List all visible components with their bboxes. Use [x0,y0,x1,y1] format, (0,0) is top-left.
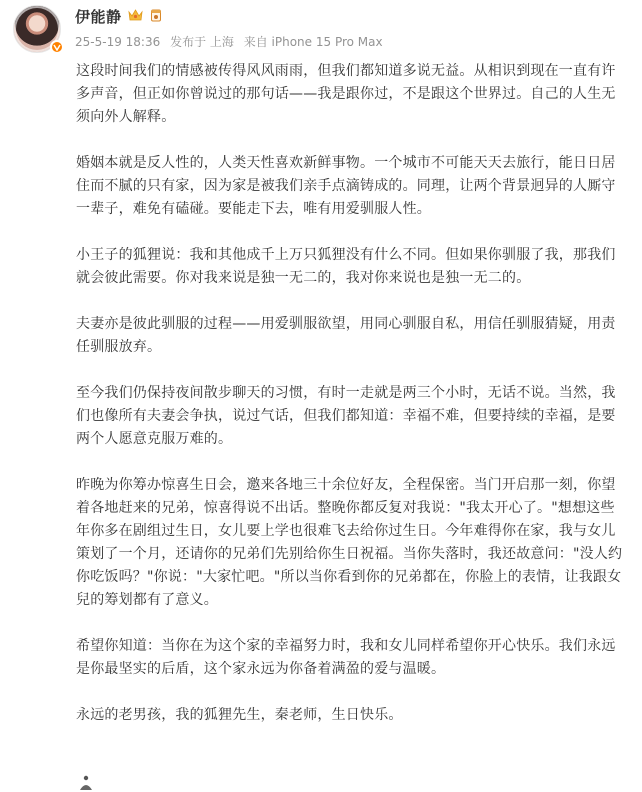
post-body [76,60,624,750]
post-paragraph: 婚姻本就是反人性的，人类天性喜欢新鲜事物。一个城市不可能天天去旅行，能日日居住而不腻的只有家，因为家是被我们亲手点滴铸成的。同理，让两个背景迥异的人厮守一辈子，难免有磕碰。要能走下去，唯有用爱驯服人性。 [76,155,616,217]
author-name[interactable]: 伊能静 [75,8,122,26]
post-meta [75,33,389,50]
crown-icon [128,8,143,22]
post-time[interactable]: 25-5-19 18:36 [75,35,161,49]
cup-icon [150,8,162,23]
post-paragraph: 这段时间我们的情感被传得风风雨雨，但我们都知道多说无益。从相识到现在一直有许多声音，但正如你曾说过的那句话——我是跟你过，不是跟这个世界过。自己的人生无须向外人解释。 [76,63,616,125]
post-location: 发布于 上海 [170,35,234,49]
post-paragraph: 夫妻亦是彼此驯服的过程——用爱驯服欲望，用同心驯服自私，用信任驯服猜疑，用责任驯服放弃。 [76,316,616,355]
post-paragraph: 永远的老男孩，我的狐狸先生，秦老师，生日快乐。 [76,707,403,723]
post-image-icon[interactable] [76,772,96,792]
verified-badge-icon [50,40,64,54]
post-paragraph: 希望你知道：当你在为这个家的幸福努力时，我和女儿同样希望你开心快乐。我们永远是你最坚实的后盾，这个家永远为你备着满盈的爱与温暖。 [76,638,616,677]
post-header [0,0,642,60]
post-paragraph: 至今我们仍保持夜间散步聊天的习惯，有时一走就是两三个小时，无话不说。当然，我们也像所有夫妻会争执，说过气话，但我们都知道：幸福不难，但要持续的幸福，是要两个人愿意克服万难的。 [76,385,616,447]
post-device: 来自 iPhone 15 Pro Max [243,35,383,49]
post-paragraph: 小王子的狐狸说：我和其他成千上万只狐狸没有什么不同。但如果你驯服了我，那我们就会彼此需要。你对我来说是独一无二的，我对你来说也是独一无二的。 [76,247,616,286]
post-paragraph: 昨晚为你筹办惊喜生日会，邀来各地三十余位好友，全程保密。当门开启那一刻，你望着各地赶来的兄弟，惊喜得说不出话。整晚你都反复对我说："我太开心了。"想想这些年你多在剧组过生日，女儿要上学也很难飞去给你过生日。今年难得你在家，我与女儿策划了一个月，还请你的兄弟们先别给你生日祝福。当你失落时，我还故意问："没人约你吃饭吗？"你说："大家忙吧。"所以当你看到你的兄弟都在，你脸上的表情，让我跟女兒的筹划都有了意义。 [76,477,623,608]
